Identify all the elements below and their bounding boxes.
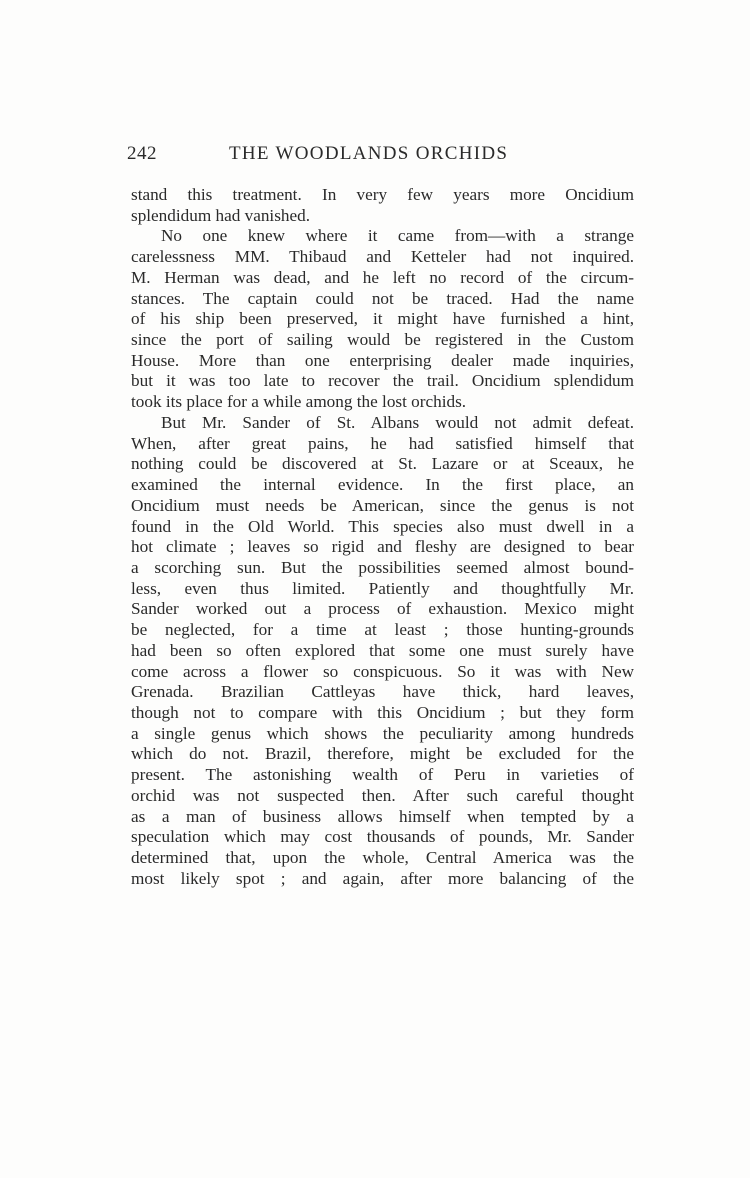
text-line: When, after great pains, he had satisfied himself that: [131, 433, 634, 453]
text-line: be neglected, for a time at least ; those hunting-grounds: [131, 620, 634, 640]
text-line: examined the internal evidence. In the first place, an: [131, 475, 634, 495]
text-line: but it was too late to recover the trail. Oncidium splendidum: [131, 371, 634, 391]
text-line: Sander worked out a process of exhaustion. Mexico might: [131, 599, 634, 619]
text-line: carelessness MM. Thibaud and Ketteler had not inquired.: [131, 247, 634, 267]
body-text: [131, 185, 634, 889]
text-line: less, even thus limited. Patiently and thoughtfully Mr.: [131, 578, 634, 598]
text-line: which do not. Brazil, therefore, might be excluded for the: [131, 744, 634, 764]
text-line: But Mr. Sander of St. Albans would not admit defeat.: [161, 412, 634, 432]
text-line: had been so often explored that some one must surely have: [131, 640, 634, 660]
text-line: hot climate ; leaves so rigid and fleshy are designed to bear: [131, 537, 634, 557]
text-line: though not to compare with this Oncidium ; but they form: [131, 702, 634, 722]
text-line: No one knew where it came from—with a strange: [161, 226, 634, 246]
text-line: Oncidium must needs be American, since the genus is not: [131, 495, 634, 515]
text-line: determined that, upon the whole, Central America was the: [131, 848, 634, 867]
text-line: orchid was not suspected then. After such careful thought: [131, 785, 634, 805]
text-line: since the port of sailing would be registered in the Custom: [131, 330, 634, 350]
text-line: most likely spot ; and again, after more balancing of the: [131, 868, 634, 888]
text-line: stand this treatment. In very few years more Oncidium: [131, 185, 634, 204]
text-line: splendidum had vanished.: [131, 205, 311, 225]
text-line: come across a flower so conspicuous. So it was with New: [131, 661, 634, 681]
text-line: a single genus which shows the peculiarity among hundreds: [131, 723, 634, 743]
text-line: Grenada. Brazilian Cattleyas have thick, hard leaves,: [131, 682, 634, 702]
text-line: M. Herman was dead, and he left no record of the circum-: [131, 267, 634, 287]
text-line: as a man of business allows himself when tempted by a: [131, 806, 634, 826]
text-line: House. More than one enterprising dealer made inquiries,: [131, 350, 634, 370]
text-line: found in the Old World. This species also must dwell in a: [131, 516, 634, 536]
page-header: [127, 143, 637, 169]
text-line: a scorching sun. But the possibilities seemed almost bound-: [131, 557, 634, 577]
text-line: took its place for a while among the lost orchids.: [131, 392, 467, 412]
page-number: 242: [127, 143, 157, 164]
text-line: stances. The captain could not be traced. Had the name: [131, 288, 634, 308]
text-line: of his ship been preserved, it might have furnished a hint,: [131, 309, 634, 329]
text-line: speculation which may cost thousands of pounds, Mr. Sander: [131, 827, 634, 847]
text-line: present. The astonishing wealth of Peru in varieties of: [131, 765, 634, 785]
running-head: THE WOODLANDS ORCHIDS: [229, 143, 509, 164]
text-line: nothing could be discovered at St. Lazare or at Sceaux, he: [131, 454, 634, 474]
